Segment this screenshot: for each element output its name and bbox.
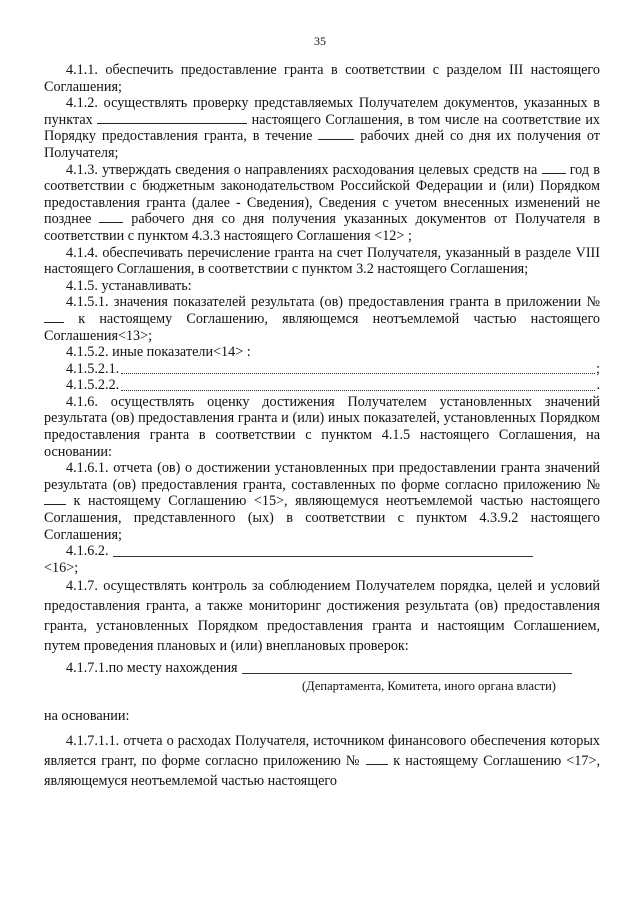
clause-4-1-1: 4.1.1. обеспечить предоставление гранта в соответствии с разделом III настоящего Соглашения; <box>44 62 600 95</box>
clause-4-1-3: 4.1.3. утверждать сведения о направлениях расходования целевых средств на год в соответствии с бюджетным законодательством Российской Федерации и (или) Порядком предоставления гранта (далее - Сведения), Сведения с учетом внесенных изменений не позднее рабочего дня со дня получения указанных документов от Получателя в соответствии с пунктом 4.3.3 настоящего Соглашения <12> ; <box>44 161 601 244</box>
blank-line <box>366 753 388 765</box>
blank-line <box>113 544 533 557</box>
footnote-ref-16: <16>; <box>44 559 79 576</box>
blank-line <box>542 162 566 174</box>
dotted-fill-line <box>121 378 595 391</box>
blank-line <box>97 112 247 124</box>
clause-4-1-5-2-1: 4.1.5.2.1. ; <box>66 360 600 377</box>
basis-label: на основании: <box>44 708 130 724</box>
document-body <box>44 62 600 791</box>
clause-4-1-2: 4.1.2. осуществлять проверку представляемых Получателем документов, указанных в пунктах настоящего Соглашения, в том числе на соответствие их Порядку предоставления гранта, в течение рабочих дней со дня их получения от Получателя; <box>44 95 601 161</box>
clause-4-1-4: 4.1.4. обеспечивать перечисление гранта на счет Получателя, указанный в разделе VIII настоящего Соглашения, в соответствии с пунктом 3.2 настоящего Соглашения; <box>44 244 600 278</box>
clause-4-1-6: 4.1.6. осуществлять оценку достижения Получателем установленных значений результата (ов) предоставления гранта и (или) иных показателей, установленных Порядком предоставления гранта в соответствии с пунктом 4.1.5 настоящего Соглашения, на основании: <box>44 393 600 460</box>
clause-4-1-7-1: 4.1.7.1.по месту нахождения <box>44 660 600 677</box>
clause-4-1-5: 4.1.5. устанавливать: <box>66 277 192 294</box>
blank-line <box>44 493 66 505</box>
clause-4-1-6-2: 4.1.6.2. <box>44 543 600 560</box>
blank-line <box>99 211 123 223</box>
clause-4-1-5-2-2: 4.1.5.2.2. . <box>66 377 600 394</box>
authority-caption: (Департамента, Комитета, иного органа власти) <box>302 679 556 693</box>
blank-line <box>318 128 354 140</box>
blank-line <box>44 311 64 323</box>
page-number: 35 <box>314 34 326 48</box>
clause-4-1-6-1: 4.1.6.1. отчета (ов) о достижении установленных при предоставлении гранта значений результата (ов) предоставления гранта, составленных по форме согласно приложению № к настоящему Соглашению <15>, являющемуся неотъемлемой частью настоящего Соглашения, представленного (ых) в соответствии с пунктом 4.3.9.2 настоящего Соглашения; <box>44 460 600 543</box>
dotted-fill-line <box>121 361 595 374</box>
clause-4-1-7-1-1: 4.1.7.1.1. отчета о расходах Получателя, источником финансового обеспечения которых является грант, по форме согласно приложению № к настоящему Соглашению <17>, являющемуся неотъемлемой частью настоящего <box>44 732 601 789</box>
clause-4-1-5-1: 4.1.5.1. значения показателей результата (ов) предоставления гранта в приложении № к настоящему Соглашению, являющемся неотъемлемой частью настоящего Соглашения<13>; <box>44 294 601 344</box>
blank-line <box>242 661 572 674</box>
clause-4-1-7: 4.1.7. осуществлять контроль за соблюдением Получателем порядка, целей и условий предоставления гранта, а также мониторинг достижения результата (ов) предоставления гранта, установленных Порядком предоставления гранта и настоящим Соглашением, путем проведения плановых и (или) внеплановых проверок: <box>44 578 600 655</box>
clause-4-1-5-2: 4.1.5.2. иные показатели<14> : <box>66 344 251 361</box>
